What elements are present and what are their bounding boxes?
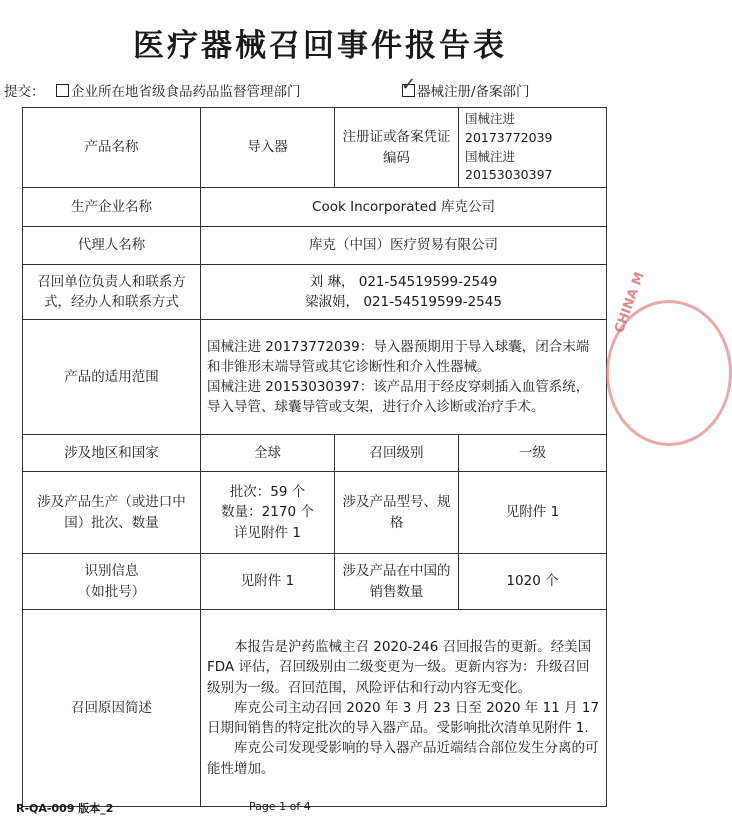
model-label: 涉及产品型号、规格 — [335, 472, 459, 554]
checkmark-icon: ✓ — [401, 74, 417, 95]
manufacturer-value: Cook Incorporated 库克公司 — [201, 188, 607, 227]
reg-cert-value-2: 国械注进 20153030397 — [465, 148, 553, 183]
id-label — [23, 554, 201, 610]
manufacturer-label: 生产企业名称 — [23, 188, 201, 227]
agent-label: 代理人名称 — [23, 227, 201, 265]
reason-paragraph-3: 库克公司发现受影响的导入器产品近端结合部位发生分离的可能性增加。 — [207, 740, 599, 777]
batch-label: 涉及产品生产（或进口中国）批次、数量 — [23, 472, 201, 554]
reg-cert-value — [459, 108, 607, 188]
row-reason — [23, 610, 607, 807]
product-name-value: 导入器 — [201, 108, 335, 188]
batch-count: 批次：59 个 — [229, 484, 306, 501]
recall-level-value: 一级 — [459, 435, 607, 472]
reason-value — [201, 610, 607, 807]
sales-value: 1020 个 — [459, 554, 607, 610]
row-region — [23, 435, 607, 472]
submit-option-provincial[interactable] — [56, 80, 301, 100]
row-scope — [23, 320, 607, 435]
submit-option-provincial-label: 企业所在地省级食品药品监督管理部门 — [71, 84, 301, 100]
form-code: R-QA-009 版本_2 — [16, 802, 114, 815]
reason-paragraph-1: 本报告是沪药监械主召 2020-246 召回报告的更新。经美国 FDA 评估，召回级别由二级变更为一级。更新内容为：升级召回级别为一级。召回范围，风险评估和行动内容无变化。 — [207, 639, 592, 696]
row-manufacturer — [23, 188, 607, 227]
submit-option-registration-label: 器械注册/备案部门 — [417, 84, 530, 100]
region-label: 涉及地区和国家 — [23, 435, 201, 472]
scope-text-1: 国械注进 20173772039：导入器预期用于导入球囊，闭合末端和非锥形末端导管或其它诊断性和介入性器械。 — [207, 338, 590, 375]
reg-cert-label: 注册证或备案凭证编码 — [335, 108, 459, 188]
batch-value — [201, 472, 335, 554]
scope-value — [201, 320, 607, 435]
reason-paragraph-2: 库克公司主动召回 2020 年 3 月 23 日至 2020 年 11 月 17 日期间销售的特定批次的导入器产品。受影响批次清单见附件 1. — [207, 699, 600, 737]
contact-value — [201, 265, 607, 320]
submit-option-registration[interactable] — [401, 74, 530, 100]
contact-value-2: 梁淑娟， 021-54519599-2545 — [305, 294, 502, 310]
reason-label: 召回原因简述 — [23, 610, 201, 807]
company-seal-text: CHINA M — [612, 270, 648, 336]
product-name-label: 产品名称 — [23, 108, 201, 188]
contact-label: 召回单位负责人和联系方式，经办人和联系方式 — [23, 265, 201, 320]
model-value: 见附件 1 — [459, 472, 607, 554]
row-product-name — [23, 108, 607, 188]
scope-label: 产品的适用范围 — [23, 320, 201, 435]
submit-label: 提交： — [4, 84, 45, 100]
reg-cert-value-1: 国械注进 20173772039 — [465, 111, 553, 145]
recall-level-label: 召回级别 — [335, 435, 459, 472]
region-value: 全球 — [201, 435, 335, 472]
row-agent — [23, 227, 607, 265]
row-batch — [23, 472, 607, 554]
row-contact — [23, 265, 607, 320]
page-number: Page 1 of 4 — [249, 800, 311, 813]
row-identification — [23, 554, 607, 610]
sales-label: 涉及产品在中国的销售数量 — [335, 554, 459, 610]
batch-quantity: 数量：2170 个 — [221, 504, 314, 521]
checkbox-unchecked[interactable] — [56, 84, 69, 97]
document-title: 医疗器械召回事件报告表 — [133, 28, 507, 64]
report-table — [22, 107, 607, 807]
batch-attachment: 详见附件 1 — [234, 524, 301, 541]
id-value: 见附件 1 — [201, 554, 335, 610]
id-label-2: （如批号） — [77, 583, 146, 600]
scope-text-2: 国械注进 20153030397：该产品用于经皮穿刺插入血管系统，导入导管、球囊导管或支架，进行介入诊断或治疗手术。 — [207, 379, 590, 416]
checkbox-checked[interactable] — [401, 74, 417, 97]
agent-value: 库克（中国）医疗贸易有限公司 — [201, 227, 607, 265]
id-label-1: 识别信息 — [84, 563, 139, 580]
contact-value-1: 刘 琳， 021-54519599-2549 — [309, 273, 498, 290]
